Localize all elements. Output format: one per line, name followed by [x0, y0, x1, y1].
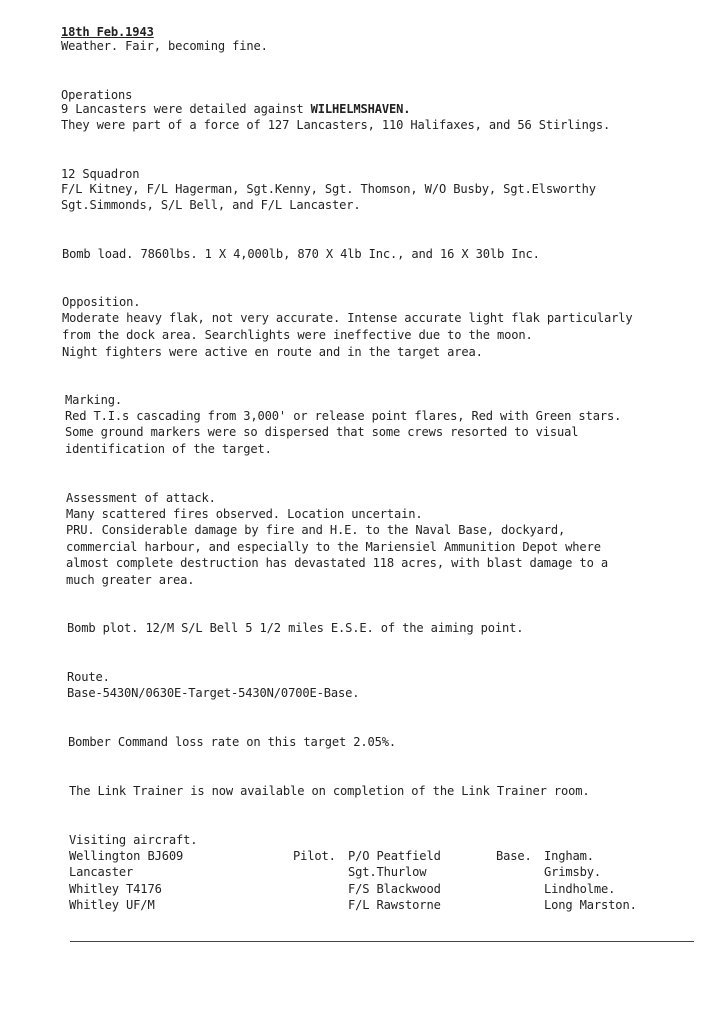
- visiting-aircraft: Whitley T4176: [69, 882, 162, 896]
- operations-heading: Operations: [61, 88, 133, 102]
- operations-line-1-prefix: 9 Lancasters were detailed against: [61, 102, 311, 116]
- marking-line: Some ground markers were so dispersed that some crews resorted to visual: [65, 425, 579, 439]
- weather-line: Weather. Fair, becoming fine.: [61, 39, 268, 53]
- opposition-line: from the dock area. Searchlights were ineffective due to the moon.: [62, 328, 533, 342]
- visiting-base: Ingham.: [544, 849, 594, 863]
- marking-line: identification of the target.: [65, 442, 272, 456]
- assessment-heading: Assessment of attack.: [66, 491, 216, 505]
- visiting-pilot: F/S Blackwood: [348, 882, 441, 896]
- operations-line-1: [61, 101, 410, 117]
- assessment-line: much greater area.: [66, 573, 195, 587]
- visiting-aircraft: Whitley UF/M: [69, 898, 155, 912]
- base-label: Base.: [496, 849, 532, 863]
- route-heading: Route.: [67, 670, 110, 684]
- link-trainer-note: The Link Trainer is now available on completion of the Link Trainer room.: [69, 784, 590, 798]
- bomb-load: Bomb load. 7860lbs. 1 X 4,000lb, 870 X 4lb Inc., and 16 X 30lb Inc.: [62, 247, 540, 261]
- visiting-base: Grimsby.: [544, 865, 602, 879]
- assessment-line: PRU. Considerable damage by fire and H.E. to the Naval Base, dockyard,: [66, 523, 566, 537]
- route-line: Base-5430N/0630E-Target-5430N/0700E-Base.: [67, 686, 360, 700]
- visiting-base: Long Marston.: [544, 898, 637, 912]
- loss-rate: Bomber Command loss rate on this target 2.05%.: [68, 735, 397, 749]
- target-name: WILHELMSHAVEN.: [310, 102, 411, 116]
- entry-date: 18th Feb.1943: [61, 25, 154, 39]
- end-divider: [70, 941, 694, 942]
- visiting-aircraft: Lancaster: [69, 865, 134, 879]
- pilot-label: Pilot.: [293, 849, 336, 863]
- visiting-pilot: Sgt.Thurlow: [348, 865, 427, 879]
- visiting-base: Lindholme.: [544, 882, 616, 896]
- opposition-heading: Opposition.: [62, 295, 141, 309]
- bomb-plot: Bomb plot. 12/M S/L Bell 5 1/2 miles E.S.E. of the aiming point.: [67, 621, 524, 635]
- assessment-line: almost complete destruction has devastated 118 acres, with blast damage to a: [66, 556, 608, 570]
- opposition-line: Night fighters were active en route and in the target area.: [62, 345, 483, 359]
- visiting-heading: Visiting aircraft.: [69, 833, 198, 847]
- opposition-line: Moderate heavy flak, not very accurate. Intense accurate light flak particularly: [62, 311, 633, 325]
- squadron-crew-line-1: F/L Kitney, F/L Hagerman, Sgt.Kenny, Sgt. Thomson, W/O Busby, Sgt.Elsworthy: [61, 182, 596, 196]
- marking-line: Red T.I.s cascading from 3,000' or release point flares, Red with Green stars.: [65, 409, 622, 423]
- visiting-pilot: F/L Rawstorne: [348, 898, 441, 912]
- visiting-aircraft: Wellington BJ609: [69, 849, 184, 863]
- assessment-line: Many scattered fires observed. Location uncertain.: [66, 507, 423, 521]
- operations-line-2: They were part of a force of 127 Lancasters, 110 Halifaxes, and 56 Stirlings.: [61, 118, 611, 132]
- marking-heading: Marking.: [65, 393, 123, 407]
- visiting-pilot: P/O Peatfield: [348, 849, 441, 863]
- squadron-heading: 12 Squadron: [61, 167, 140, 181]
- squadron-crew-line-2: Sgt.Simmonds, S/L Bell, and F/L Lancaster.: [61, 198, 361, 212]
- assessment-line: commercial harbour, and especially to the Mariensiel Ammunition Depot where: [66, 540, 601, 554]
